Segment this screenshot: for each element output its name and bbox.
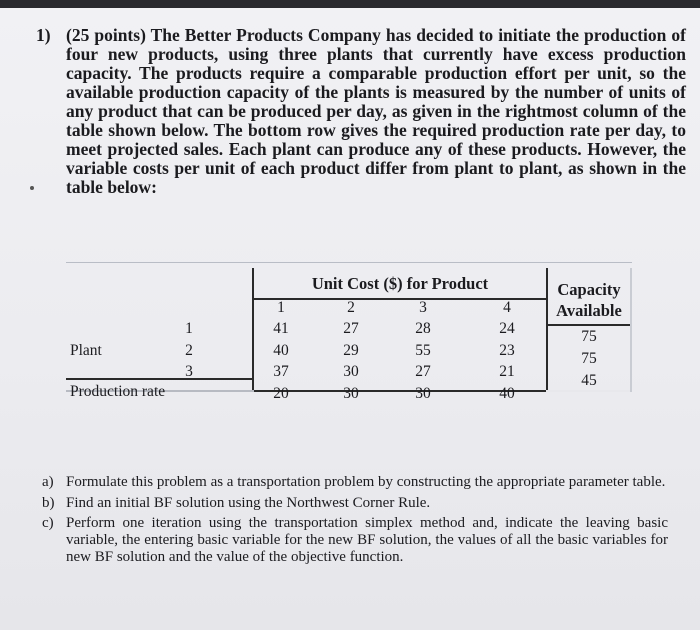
- production-rate-label: Production rate: [70, 383, 166, 400]
- product-number: 2: [347, 299, 355, 316]
- capacity-cell: 45: [581, 372, 597, 389]
- capacity-bottom-spacer: [546, 390, 632, 392]
- cost-cell: 23: [499, 342, 515, 359]
- part-text: Find an initial BF solution using the Northwest Corner Rule.: [66, 495, 431, 511]
- cost-cell: 27: [343, 320, 359, 337]
- unit-cost-header: Unit Cost ($) for Product: [311, 274, 489, 293]
- capacity-cell: 75: [581, 350, 597, 367]
- part-letter: b): [42, 495, 55, 511]
- photo-border: [0, 0, 700, 8]
- capacity-cell: 75: [581, 328, 597, 345]
- cost-cell: 24: [499, 320, 515, 337]
- cost-cell: 21: [499, 363, 515, 380]
- product-number: 4: [503, 299, 511, 316]
- problem-text: (25 points) The Better Products Company has decided to initiate the production of four new products, using three plants that currently have excess production capacity. The products require a comparable production effort per unit, so the available production capacity of the plants is measured by the number of units of any product that can be produced per day, as given in the rightmost column of the table shown below. The bottom row gives the required production rate per day, to meet projected sales. Each plant can produce any of these products. However, the variable costs per unit of each product differ from plant to plant, as shown in the table below:: [66, 25, 686, 197]
- table-top-rule: [66, 262, 632, 263]
- production-rate-cell: 40: [499, 385, 515, 402]
- product-number: 3: [419, 299, 427, 316]
- cost-table: [66, 262, 686, 422]
- plant-number: 2: [185, 342, 193, 359]
- part-b: [42, 495, 668, 512]
- product-number: 1: [277, 299, 285, 316]
- cost-cell: 30: [343, 363, 359, 380]
- cost-cell: 37: [273, 363, 289, 380]
- plant-label: Plant: [70, 342, 102, 359]
- part-text: Perform one iteration using the transportation simplex method and, indicate the leaving basic variable, the entering basic variable for the new BF solution, the values of all the basic variables for new BF solution and the value of the objective function.: [66, 515, 668, 565]
- plant-number: 1: [185, 320, 193, 337]
- plant-number: 3: [185, 363, 193, 380]
- capacity-header-line2: Available: [556, 301, 622, 320]
- part-a: [42, 474, 668, 491]
- part-c: [42, 515, 668, 566]
- question-parts: [42, 474, 668, 566]
- capacity-header-bottom-border: [546, 324, 632, 326]
- part-text: Formulate this problem as a transportation problem by constructing the appropriate parameter table.: [66, 474, 666, 490]
- cost-cell: 55: [415, 342, 431, 359]
- production-rate-cell: 30: [415, 385, 431, 402]
- problem-number: 1): [36, 25, 51, 45]
- cost-cell: 40: [273, 342, 289, 359]
- production-rate-cell: 20: [273, 385, 289, 402]
- production-rate-cell: 30: [343, 385, 359, 402]
- part-letter: a): [42, 474, 54, 490]
- problem-statement: [36, 26, 686, 197]
- capacity-header-line1: Capacity: [557, 280, 621, 299]
- margin-mark: [30, 186, 34, 190]
- cost-cell: 29: [343, 342, 359, 359]
- cost-cell: 41: [273, 320, 289, 337]
- part-letter: c): [42, 515, 54, 531]
- cost-cell: 27: [415, 363, 431, 380]
- cost-cell: 28: [415, 320, 431, 337]
- plant-stub-bottom-border: [66, 378, 254, 380]
